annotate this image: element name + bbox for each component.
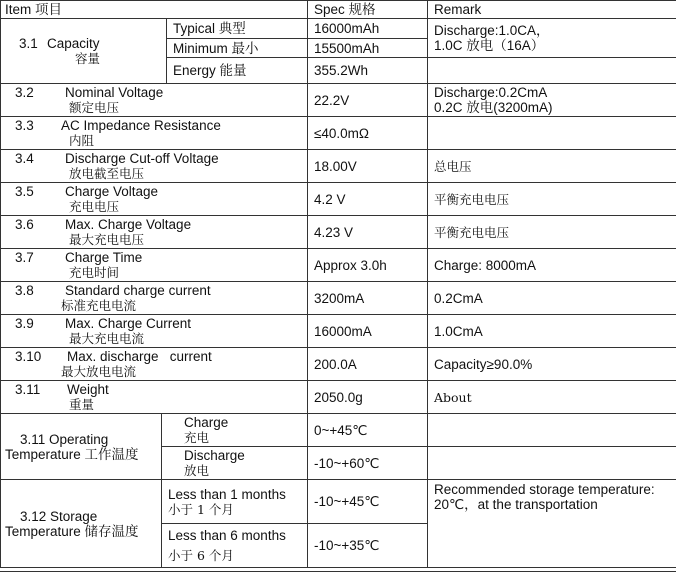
header-item: Item 项目 xyxy=(1,1,308,19)
header-spec: Spec 规格 xyxy=(308,1,428,19)
item-num: 3.6 xyxy=(1,217,47,232)
item-name: Nominal Voltage xyxy=(47,85,163,100)
capacity-typical-spec: 16000mAh xyxy=(308,19,428,39)
table-row xyxy=(1,183,676,216)
storage-row-1 xyxy=(1,480,676,524)
item-cell xyxy=(1,315,308,348)
operating-discharge-zh: 放电 xyxy=(184,463,209,478)
storage-r1-zh: 小于 1 个月 xyxy=(168,502,234,517)
item-cell xyxy=(1,216,308,249)
storage-r2-en: Less than 6 months xyxy=(168,528,286,543)
operating-discharge-label xyxy=(162,447,308,480)
capacity-row-typical xyxy=(1,19,676,39)
header-remark: Remark xyxy=(428,1,676,19)
item-num: 3.9 xyxy=(1,316,47,331)
item-remark: About xyxy=(428,381,676,414)
item-num: 3.7 xyxy=(1,250,47,265)
table-row xyxy=(1,117,676,150)
item-num: 3.2 xyxy=(1,85,47,100)
operating-charge-en: Charge xyxy=(184,415,228,430)
operating-discharge-spec: -10~+60℃ xyxy=(308,447,428,480)
item-remark: 平衡充电电压 xyxy=(428,183,676,216)
item-spec: 4.23 V xyxy=(308,216,428,249)
item-remark: 总电压 xyxy=(428,150,676,183)
operating-title-line2: Temperature 工作温度 xyxy=(5,447,139,462)
storage-r1-en: Less than 1 months xyxy=(168,487,286,502)
item-name: Charge Voltage xyxy=(47,184,158,199)
item-spec: 2050.0g xyxy=(308,381,428,414)
item-remark xyxy=(428,117,676,150)
capacity-minimum-label: Minimum 最小 xyxy=(167,39,308,58)
item-num: 3.11 xyxy=(1,382,47,397)
item-remark-line2: 0.2C 放电(3200mA) xyxy=(434,100,553,115)
capacity-name-zh: 容量 xyxy=(1,51,166,66)
capacity-minimum-spec: 15500mAh xyxy=(308,39,428,58)
item-name: Weight xyxy=(47,382,109,397)
table-row xyxy=(1,249,676,282)
operating-discharge-en: Discharge xyxy=(184,448,245,463)
item-num: 3.3 xyxy=(1,118,47,133)
item-num: 3.5 xyxy=(1,184,47,199)
operating-charge-zh: 充电 xyxy=(184,430,209,445)
item-cell xyxy=(1,282,308,315)
item-spec: ≤40.0mΩ xyxy=(308,117,428,150)
item-num: 3.4 xyxy=(1,151,47,166)
item-spec: 16000mA xyxy=(308,315,428,348)
storage-title-line1: 3.12 Storage xyxy=(5,509,97,524)
item-name-zh: 最大充电电压 xyxy=(1,232,307,247)
table-row xyxy=(1,150,676,183)
item-cell xyxy=(1,249,308,282)
item-name-zh: 内阻 xyxy=(1,133,307,148)
table-row xyxy=(1,282,676,315)
item-cell xyxy=(1,348,308,381)
storage-r2-spec: -10~+35℃ xyxy=(308,524,428,568)
operating-discharge-remark xyxy=(428,447,676,480)
item-cell xyxy=(1,117,308,150)
operating-charge-label xyxy=(162,414,308,447)
item-name-zh: 最大放电电流 xyxy=(1,364,307,379)
item-name: Max. discharge current xyxy=(47,349,212,364)
item-spec: 22.2V xyxy=(308,84,428,117)
operating-charge-remark xyxy=(428,414,676,447)
table-row xyxy=(1,381,676,414)
item-remark: 0.2CmA xyxy=(428,282,676,315)
item-name: Max. Charge Voltage xyxy=(47,217,191,232)
item-name: Max. Charge Current xyxy=(47,316,191,331)
capacity-energy-spec: 355.2Wh xyxy=(308,58,428,84)
item-remark-line1: Discharge:0.2CmA xyxy=(434,85,547,100)
item-cell xyxy=(1,381,308,414)
capacity-remark-line1: Discharge:1.0CA， xyxy=(434,23,550,38)
item-spec: Approx 3.0h xyxy=(308,249,428,282)
item-remark: Capacity≥90.0% xyxy=(428,348,676,381)
item-remark: Charge: 8000mA xyxy=(428,249,676,282)
capacity-energy-remark xyxy=(428,58,676,84)
operating-charge-spec: 0~+45℃ xyxy=(308,414,428,447)
item-num: 3.8 xyxy=(1,283,47,298)
item-cell xyxy=(1,183,308,216)
table-row xyxy=(1,216,676,249)
item-name: AC Impedance Resistance xyxy=(47,118,221,133)
capacity-energy-label: Energy 能量 xyxy=(167,58,308,84)
item-remark xyxy=(428,84,676,117)
capacity-remark-line2: 1.0C 放电（16A） xyxy=(434,38,544,53)
storage-r1-label xyxy=(162,480,308,524)
operating-title xyxy=(1,414,162,480)
item-remark: 1.0CmA xyxy=(428,315,676,348)
item-remark: 平衡充电电压 xyxy=(428,216,676,249)
storage-title-line2: Temperature 储存温度 xyxy=(5,524,139,539)
header-row xyxy=(1,1,676,19)
item-name-zh: 重量 xyxy=(1,397,307,412)
capacity-item xyxy=(1,19,167,84)
capacity-typical-label: Typical 典型 xyxy=(167,19,308,39)
item-name-zh: 标准充电电流 xyxy=(1,298,307,313)
item-name-zh: 放电截至电压 xyxy=(1,166,307,181)
storage-r1-spec: -10~+45℃ xyxy=(308,480,428,524)
item-name-zh: 充电时间 xyxy=(1,265,307,280)
storage-remark: Recommended storage temperature: 20℃，at the transportation xyxy=(428,480,676,568)
storage-title xyxy=(1,480,162,568)
item-cell xyxy=(1,150,308,183)
item-name-zh: 额定电压 xyxy=(1,100,307,115)
operating-row-charge xyxy=(1,414,676,447)
table-row xyxy=(1,315,676,348)
item-spec: 18.00V xyxy=(308,150,428,183)
capacity-remark xyxy=(428,19,676,58)
item-spec: 3200mA xyxy=(308,282,428,315)
item-name-zh: 最大充电电流 xyxy=(1,331,307,346)
capacity-num: 3.1 xyxy=(1,36,47,51)
item-spec: 4.2 V xyxy=(308,183,428,216)
storage-r2-label xyxy=(162,524,308,568)
table-row xyxy=(1,348,676,381)
item-name: Discharge Cut-off Voltage xyxy=(47,151,219,166)
capacity-name: Capacity xyxy=(47,36,100,51)
item-name: Charge Time xyxy=(47,250,142,265)
item-name-zh: 充电电压 xyxy=(1,199,307,214)
item-num: 3.10 xyxy=(1,349,47,364)
item-name: Standard charge current xyxy=(47,283,211,298)
operating-title-line1: 3.11 Operating xyxy=(5,432,108,447)
item-cell xyxy=(1,84,308,117)
storage-r2-zh: 小于 6 个月 xyxy=(168,548,234,563)
item-spec: 200.0A xyxy=(308,348,428,381)
table-row xyxy=(1,84,676,117)
